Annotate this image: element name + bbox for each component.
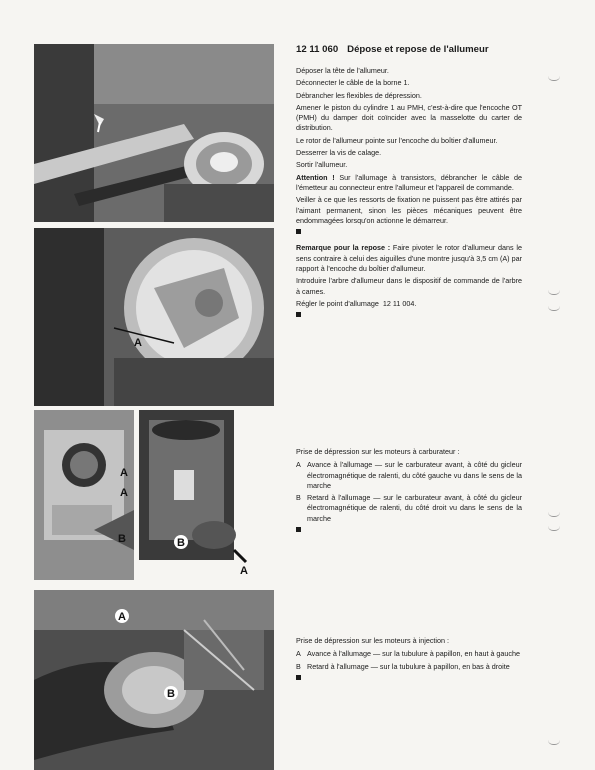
step: Régler le point d'allumage 12 11 004. [296, 298, 417, 308]
list-item: B Retard à l'allumage — sur le carburateur avant, à côté du gicleur électromagnétique de ralenti, du côté droit vu dans le sens de la marche [296, 493, 522, 523]
attention-note: Attention ! Sur l'allumage à transistors, débrancher le câble de l'émetteur au connecteur entre l'allumeur et l'appareil de commande. [296, 172, 522, 192]
step: Amener le piston du cylindre 1 au PMH, c'est-à-dire que l'encoche OT (PMH) du damper doit coïncider avec la masselotte du carter de distribution. [296, 102, 522, 133]
end-marker [296, 229, 301, 234]
margin-mark [548, 740, 560, 745]
photo-label-b2: B [177, 537, 185, 549]
step: Débrancher les flexibles de dépression. [296, 90, 422, 100]
end-marker [296, 675, 301, 680]
page-title [296, 44, 536, 55]
list-item: A Avance à l'allumage — sur le carburateur avant, à côté du gicleur électromagnétique de ralenti, du côté gauche vu dans le sens de la marche [296, 460, 522, 490]
photo-label-b: B [167, 688, 175, 700]
photo-carburettor [34, 410, 274, 580]
procedure-text [296, 66, 522, 324]
section-title: Prise de dépression sur les moteurs à carburateur : [296, 447, 460, 456]
end-marker [296, 312, 301, 317]
cross-reference: 12 11 004. [382, 298, 417, 308]
step: Déposer la tête de l'allumeur. [296, 66, 389, 75]
step: Desserrer la vis de calage. [296, 148, 382, 158]
photo-label-b1: B [118, 533, 126, 545]
carburettor-vacuum-text [296, 447, 522, 538]
remark-note: Remarque pour la repose : Faire pivoter le rotor d'allumeur dans le sens contraire à celui des aiguilles d'une montre jusqu'à 3,5 cm (A) par rapport à l'encoche du boîtier d'allumeur. [296, 243, 522, 274]
margin-mark [548, 76, 560, 81]
list-item: B Retard à l'allumage — sur la tubulure à papillon, en bas à droite [296, 661, 510, 671]
warning-note: Veiller à ce que les ressorts de fixation ne puissent pas être attirés par l'aimant permanent, sinon les pièces mécaniques peuvent être endommagées lorsqu'on actionne le démarreur. [296, 195, 522, 225]
photo-label-a: A [134, 337, 142, 349]
photo-injection-throttle [34, 590, 274, 770]
margin-mark [548, 306, 560, 311]
operation-title: Dépose et repose de l'allumeur [347, 44, 489, 55]
photo-label-a2: A [120, 487, 128, 499]
step: Sortir l'allumeur. [296, 160, 348, 170]
photo-label-a: A [118, 611, 126, 623]
photo-distributor-rotor [34, 228, 274, 406]
margin-mark [548, 526, 560, 531]
operation-number: 12 11 060 [296, 44, 339, 55]
attention-label: Attention ! [296, 172, 335, 182]
margin-mark [548, 512, 560, 517]
section-title: Prise de dépression sur les moteurs à injection : [296, 636, 450, 645]
margin-mark [548, 290, 560, 295]
step: Déconnecter le câble de la borne 1. [296, 78, 410, 88]
injection-vacuum-text [296, 636, 522, 686]
step: Le rotor de l'allumeur pointe sur l'encoche du boîtier d'allumeur. [296, 135, 498, 145]
photo-label-a1: A [120, 467, 128, 479]
step: Introduire l'arbre d'allumeur dans le dispositif de commande de l'arbre à cames. [296, 276, 522, 296]
photo-label-a3: A [240, 565, 248, 577]
end-marker [296, 527, 301, 532]
list-item: A Avance à l'allumage — sur la tubulure à papillon, en haut à gauche [296, 649, 521, 659]
photo-distributor-top [34, 44, 274, 222]
remark-label: Remarque pour la repose : [296, 243, 391, 253]
